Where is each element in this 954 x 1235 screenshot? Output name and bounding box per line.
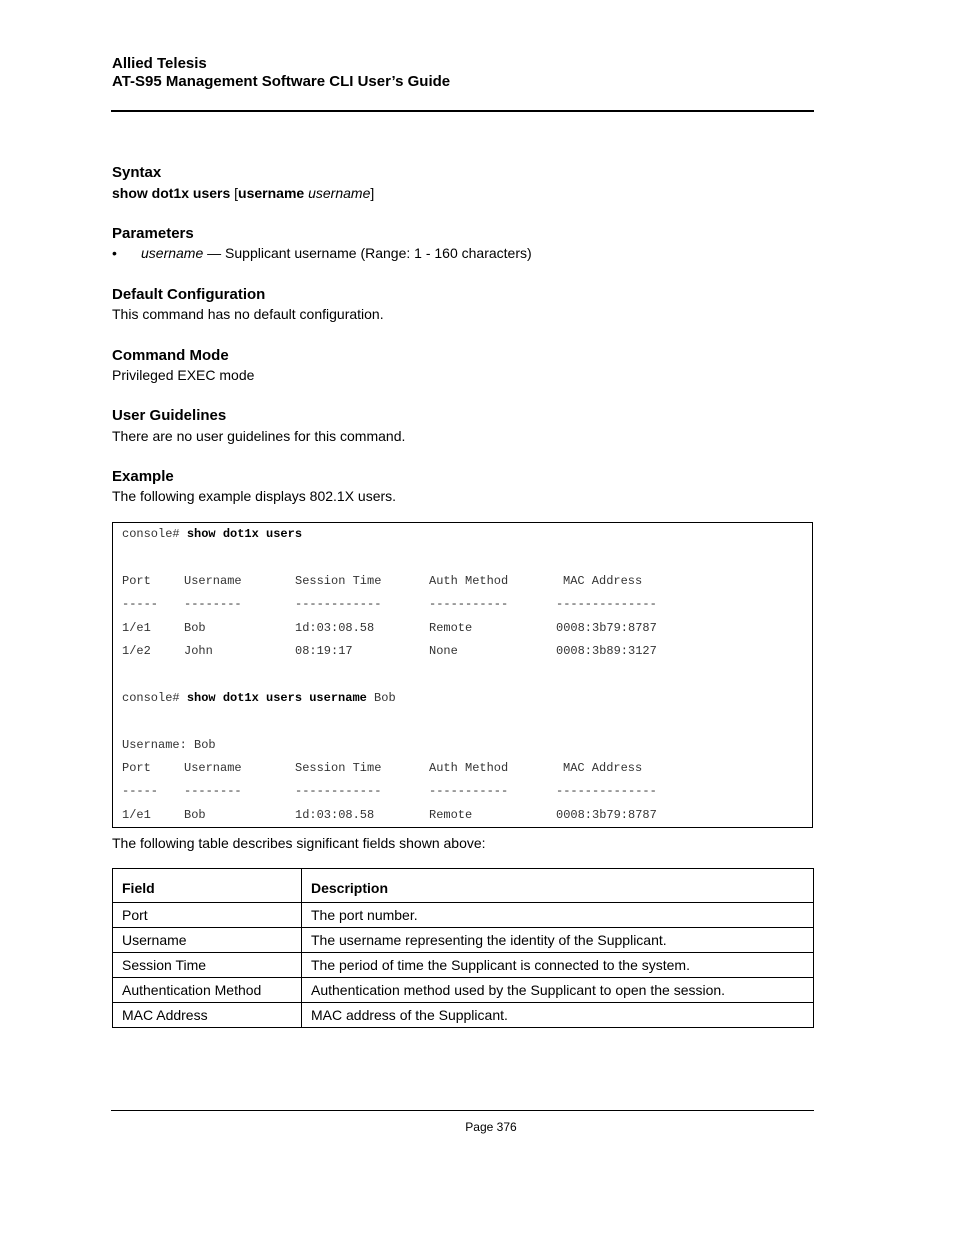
example-heading: Example xyxy=(112,468,174,485)
table-cell-description: Authentication method used by the Supplicant to open the session. xyxy=(302,978,814,1003)
table-cell-field: MAC Address xyxy=(113,1003,302,1028)
code-col-header: Port xyxy=(122,761,151,775)
code-col-header: Username xyxy=(184,761,242,775)
user-guidelines-heading: User Guidelines xyxy=(112,407,227,424)
code-col-separator: ----- xyxy=(122,784,159,798)
fields-table-intro: The following table describes significant fields shown above: xyxy=(112,835,486,851)
username-line: Username: Bob xyxy=(122,738,216,752)
code-cell: 08:19:17 xyxy=(295,644,353,658)
code-col-separator: ----- xyxy=(122,597,159,611)
syntax-heading: Syntax xyxy=(112,164,162,181)
code-cell: 0008:3b79:8787 xyxy=(556,621,657,635)
console-line-2 xyxy=(122,691,396,705)
code-col-header: Session Time xyxy=(295,574,382,588)
footer-rule xyxy=(111,1110,814,1111)
code-cell: John xyxy=(184,644,213,658)
code-cell: Bob xyxy=(184,808,206,822)
code-col-separator: ------------ xyxy=(295,597,382,611)
code-cell: 0008:3b79:8787 xyxy=(556,808,657,822)
syntax-command: show dot1x users xyxy=(112,185,231,201)
table-row xyxy=(113,928,814,953)
code-col-separator: -------- xyxy=(184,784,242,798)
parameter-item xyxy=(141,245,532,262)
code-cell: Remote xyxy=(429,808,473,822)
code-col-separator: -------------- xyxy=(556,784,657,798)
code-col-separator: ----------- xyxy=(429,597,509,611)
code-col-header: MAC Address xyxy=(563,761,643,775)
table-header-description: Description xyxy=(302,869,814,903)
code-col-separator: ----------- xyxy=(429,784,509,798)
table-row xyxy=(113,903,814,928)
guide-title: AT-S95 Management Software CLI User’s Guide xyxy=(112,73,451,90)
code-cell: 1d:03:08.58 xyxy=(295,808,375,822)
company-name: Allied Telesis xyxy=(112,55,207,72)
code-col-header: Auth Method xyxy=(429,574,509,588)
table-row xyxy=(113,1003,814,1028)
parameter-name: username xyxy=(141,245,204,261)
table-cell-field: Authentication Method xyxy=(113,978,302,1003)
code-cell: 1/e1 xyxy=(122,808,151,822)
example-intro: The following example displays 802.1X users. xyxy=(112,488,397,504)
code-cell: 0008:3b89:3127 xyxy=(556,644,657,658)
code-cell: 1d:03:08.58 xyxy=(295,621,375,635)
table-cell-field: Session Time xyxy=(113,953,302,978)
table-cell-field: Username xyxy=(113,928,302,953)
table-row xyxy=(113,978,814,1003)
code-col-separator: -------- xyxy=(184,597,242,611)
console-command: show dot1x users username xyxy=(186,691,367,705)
table-cell-description: The username representing the identity of the Supplicant. xyxy=(302,928,814,953)
table-header-field: Field xyxy=(113,869,302,903)
code-cell: Bob xyxy=(184,621,206,635)
syntax-argument: username xyxy=(308,185,371,201)
default-config-text: This command has no default configuration. xyxy=(112,306,384,322)
syntax-close-bracket: ] xyxy=(370,185,375,201)
table-row xyxy=(113,953,814,978)
table-header-row xyxy=(113,869,814,903)
default-config-heading: Default Configuration xyxy=(112,286,266,303)
table-cell-description: The period of time the Supplicant is connected to the system. xyxy=(302,953,814,978)
table-cell-description: MAC address of the Supplicant. xyxy=(302,1003,814,1028)
table-cell-description: The port number. xyxy=(302,903,814,928)
table-cell-field: Port xyxy=(113,903,302,928)
code-cell: None xyxy=(429,644,458,658)
parameter-bullet: • xyxy=(112,245,117,261)
header-rule xyxy=(111,110,814,112)
command-mode-text: Privileged EXEC mode xyxy=(112,367,255,383)
console-prompt: console# xyxy=(122,527,180,541)
code-cell: 1/e2 xyxy=(122,644,151,658)
syntax-open-bracket: [ xyxy=(230,185,239,201)
code-cell: 1/e1 xyxy=(122,621,151,635)
code-col-header: MAC Address xyxy=(563,574,643,588)
code-cell: Remote xyxy=(429,621,473,635)
code-example-box xyxy=(112,522,813,828)
parameters-heading: Parameters xyxy=(112,225,194,242)
console-prompt: console# xyxy=(122,691,180,705)
code-col-header: Port xyxy=(122,574,151,588)
user-guidelines-text: There are no user guidelines for this command. xyxy=(112,428,406,444)
syntax-line xyxy=(112,185,374,202)
command-mode-heading: Command Mode xyxy=(112,347,229,364)
console-line-1 xyxy=(122,527,302,541)
parameter-description: — Supplicant username (Range: 1 - 160 characters) xyxy=(203,245,532,261)
code-col-separator: -------------- xyxy=(556,597,657,611)
code-col-header: Auth Method xyxy=(429,761,509,775)
page-number: Page 376 xyxy=(465,1120,517,1134)
code-col-header: Username xyxy=(184,574,242,588)
fields-table xyxy=(112,868,814,1028)
console-command: show dot1x users xyxy=(186,527,303,541)
console-command-arg: Bob xyxy=(374,691,396,705)
code-col-header: Session Time xyxy=(295,761,382,775)
code-col-separator: ------------ xyxy=(295,784,382,798)
syntax-keyword: username xyxy=(238,185,305,201)
